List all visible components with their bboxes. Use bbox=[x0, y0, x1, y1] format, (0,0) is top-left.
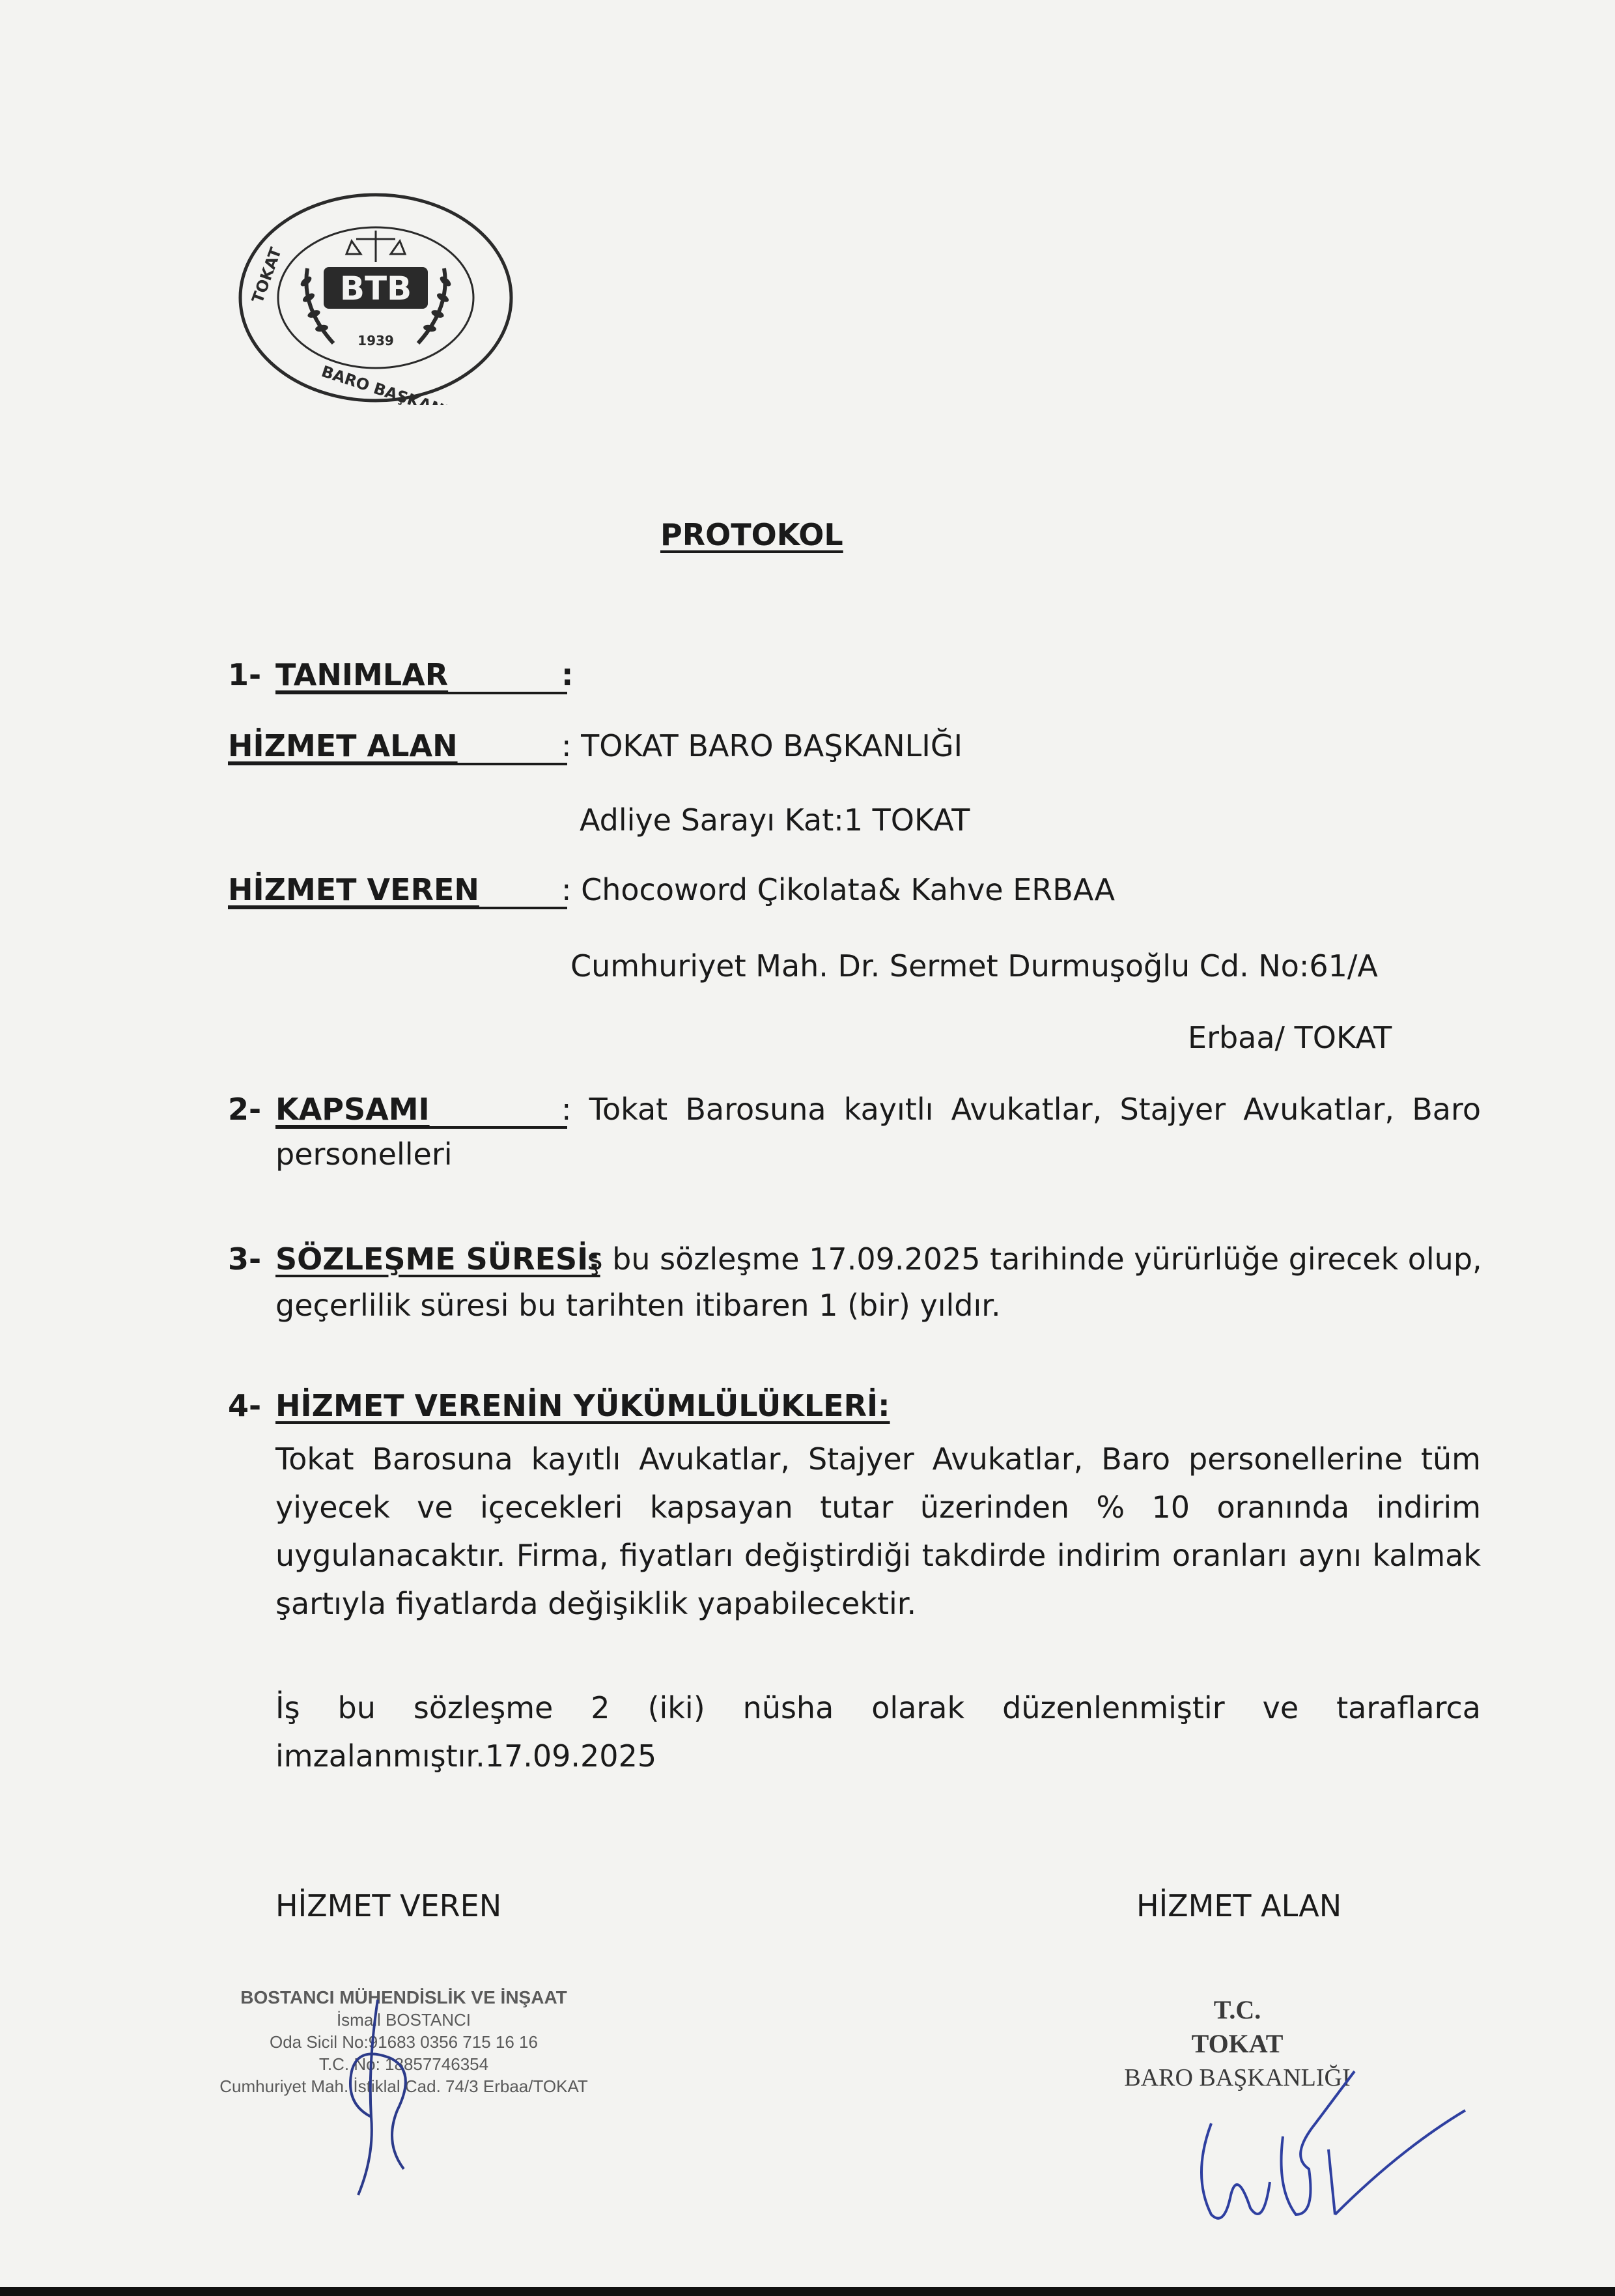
signature-label-right: HİZMET ALAN bbox=[1136, 1888, 1342, 1923]
section-3-label: SÖZLEŞME SÜRESİ: bbox=[275, 1241, 600, 1277]
hizmet-veren-label: HİZMET VEREN bbox=[228, 872, 479, 907]
signature-label-left: HİZMET VEREN bbox=[275, 1888, 502, 1923]
stamp-id: T.C. No: 18857746354 bbox=[318, 2054, 489, 2074]
hizmet-alan-name: : TOKAT BARO BAŞKANLIĞI bbox=[561, 728, 963, 763]
closing-statement: İş bu sözleşme 2 (iki) nüsha olarak düzenlenmiştir ve taraflarca imzalanmıştır.17.09.2025 bbox=[275, 1690, 1481, 1774]
right-signature bbox=[1185, 2019, 1478, 2228]
left-signature bbox=[306, 1987, 436, 2202]
logo-letters: BTB bbox=[339, 270, 412, 307]
section-2-number: 2- bbox=[228, 1092, 262, 1127]
stamp-baro: BARO BAŞKANLIĞI bbox=[1124, 2064, 1351, 2091]
scan-edge bbox=[0, 2287, 1615, 2296]
stamp-tokat: TOKAT bbox=[1191, 2029, 1284, 2058]
logo-year: 1939 bbox=[358, 333, 394, 348]
section-2-underline bbox=[275, 1126, 567, 1129]
logo-bottom-text: BARO BAŞKANLIĞI bbox=[319, 362, 479, 405]
hizmet-veren-city: Erbaa/ TOKAT bbox=[1188, 1020, 1392, 1055]
stamp-tc: T.C. bbox=[1213, 1995, 1261, 2024]
logo-top-text: TOKAT bbox=[248, 245, 285, 306]
hizmet-veren-name: : Chocoword Çikolata& Kahve ERBAA bbox=[561, 872, 1116, 907]
hizmet-alan-underline bbox=[228, 763, 567, 765]
section-1-underline bbox=[275, 692, 567, 694]
section-2-text: : Tokat Barosuna kayıtlı Avukatlar, Stajyer Avukatlar, Baro bbox=[561, 1092, 1481, 1127]
stamp-address: Cumhuriyet Mah. İstiklal Cad. 74/3 Erbaa/TOKAT bbox=[219, 2076, 588, 2096]
section-4-label: HİZMET VERENİN YÜKÜMLÜLÜKLERİ: bbox=[275, 1388, 890, 1423]
section-4-text: Tokat Barosuna kayıtlı Avukatlar, Stajyer Avukatlar, Baro personellerine tüm yiyecek ve içecekleri kapsayan tutar üzerinden % 10 oranında indirim uygulanacaktır. Firma, fiyatları değiştirdiği takdirde indirim oranları aynı kalmak şartıyla fiyatlarda değişiklik yapabilecektir. bbox=[275, 1441, 1481, 1621]
stamp-company: BOSTANCI MÜHENDİSLİK VE İNŞAAT bbox=[240, 1987, 567, 2007]
hizmet-veren-address: Cumhuriyet Mah. Dr. Sermet Durmuşoğlu Cd. No:61/A bbox=[570, 948, 1378, 984]
hizmet-alan-address: Adliye Sarayı Kat:1 TOKAT bbox=[580, 802, 970, 838]
section-2-label: KAPSAMI bbox=[275, 1092, 430, 1127]
hizmet-alan-label: HİZMET ALAN bbox=[228, 728, 458, 763]
section-2-text-cont: personelleri bbox=[275, 1137, 453, 1172]
section-4-number: 4- bbox=[228, 1388, 262, 1423]
section-3-text: İş bu sözleşme 17.09.2025 tarihinde yürürlüğe girecek olup, bbox=[578, 1241, 1482, 1277]
stamp-person: İsmail BOSTANCI bbox=[336, 2010, 471, 2030]
hizmet-veren-underline bbox=[228, 907, 567, 909]
section-1-label: TANIMLAR bbox=[275, 657, 449, 692]
section-1-colon: : bbox=[561, 657, 574, 692]
page-title: PROTOKOL bbox=[660, 517, 843, 552]
section-1-number: 1- bbox=[228, 657, 262, 692]
bar-association-logo bbox=[236, 190, 516, 405]
section-3-number: 3- bbox=[228, 1241, 262, 1277]
section-3-text-cont: geçerlilik süresi bu tarihten itibaren 1 (bir) yıldır. bbox=[275, 1288, 1001, 1323]
stamp-registry: Oda Sicil No:91683 0356 715 16 16 bbox=[270, 2032, 538, 2052]
